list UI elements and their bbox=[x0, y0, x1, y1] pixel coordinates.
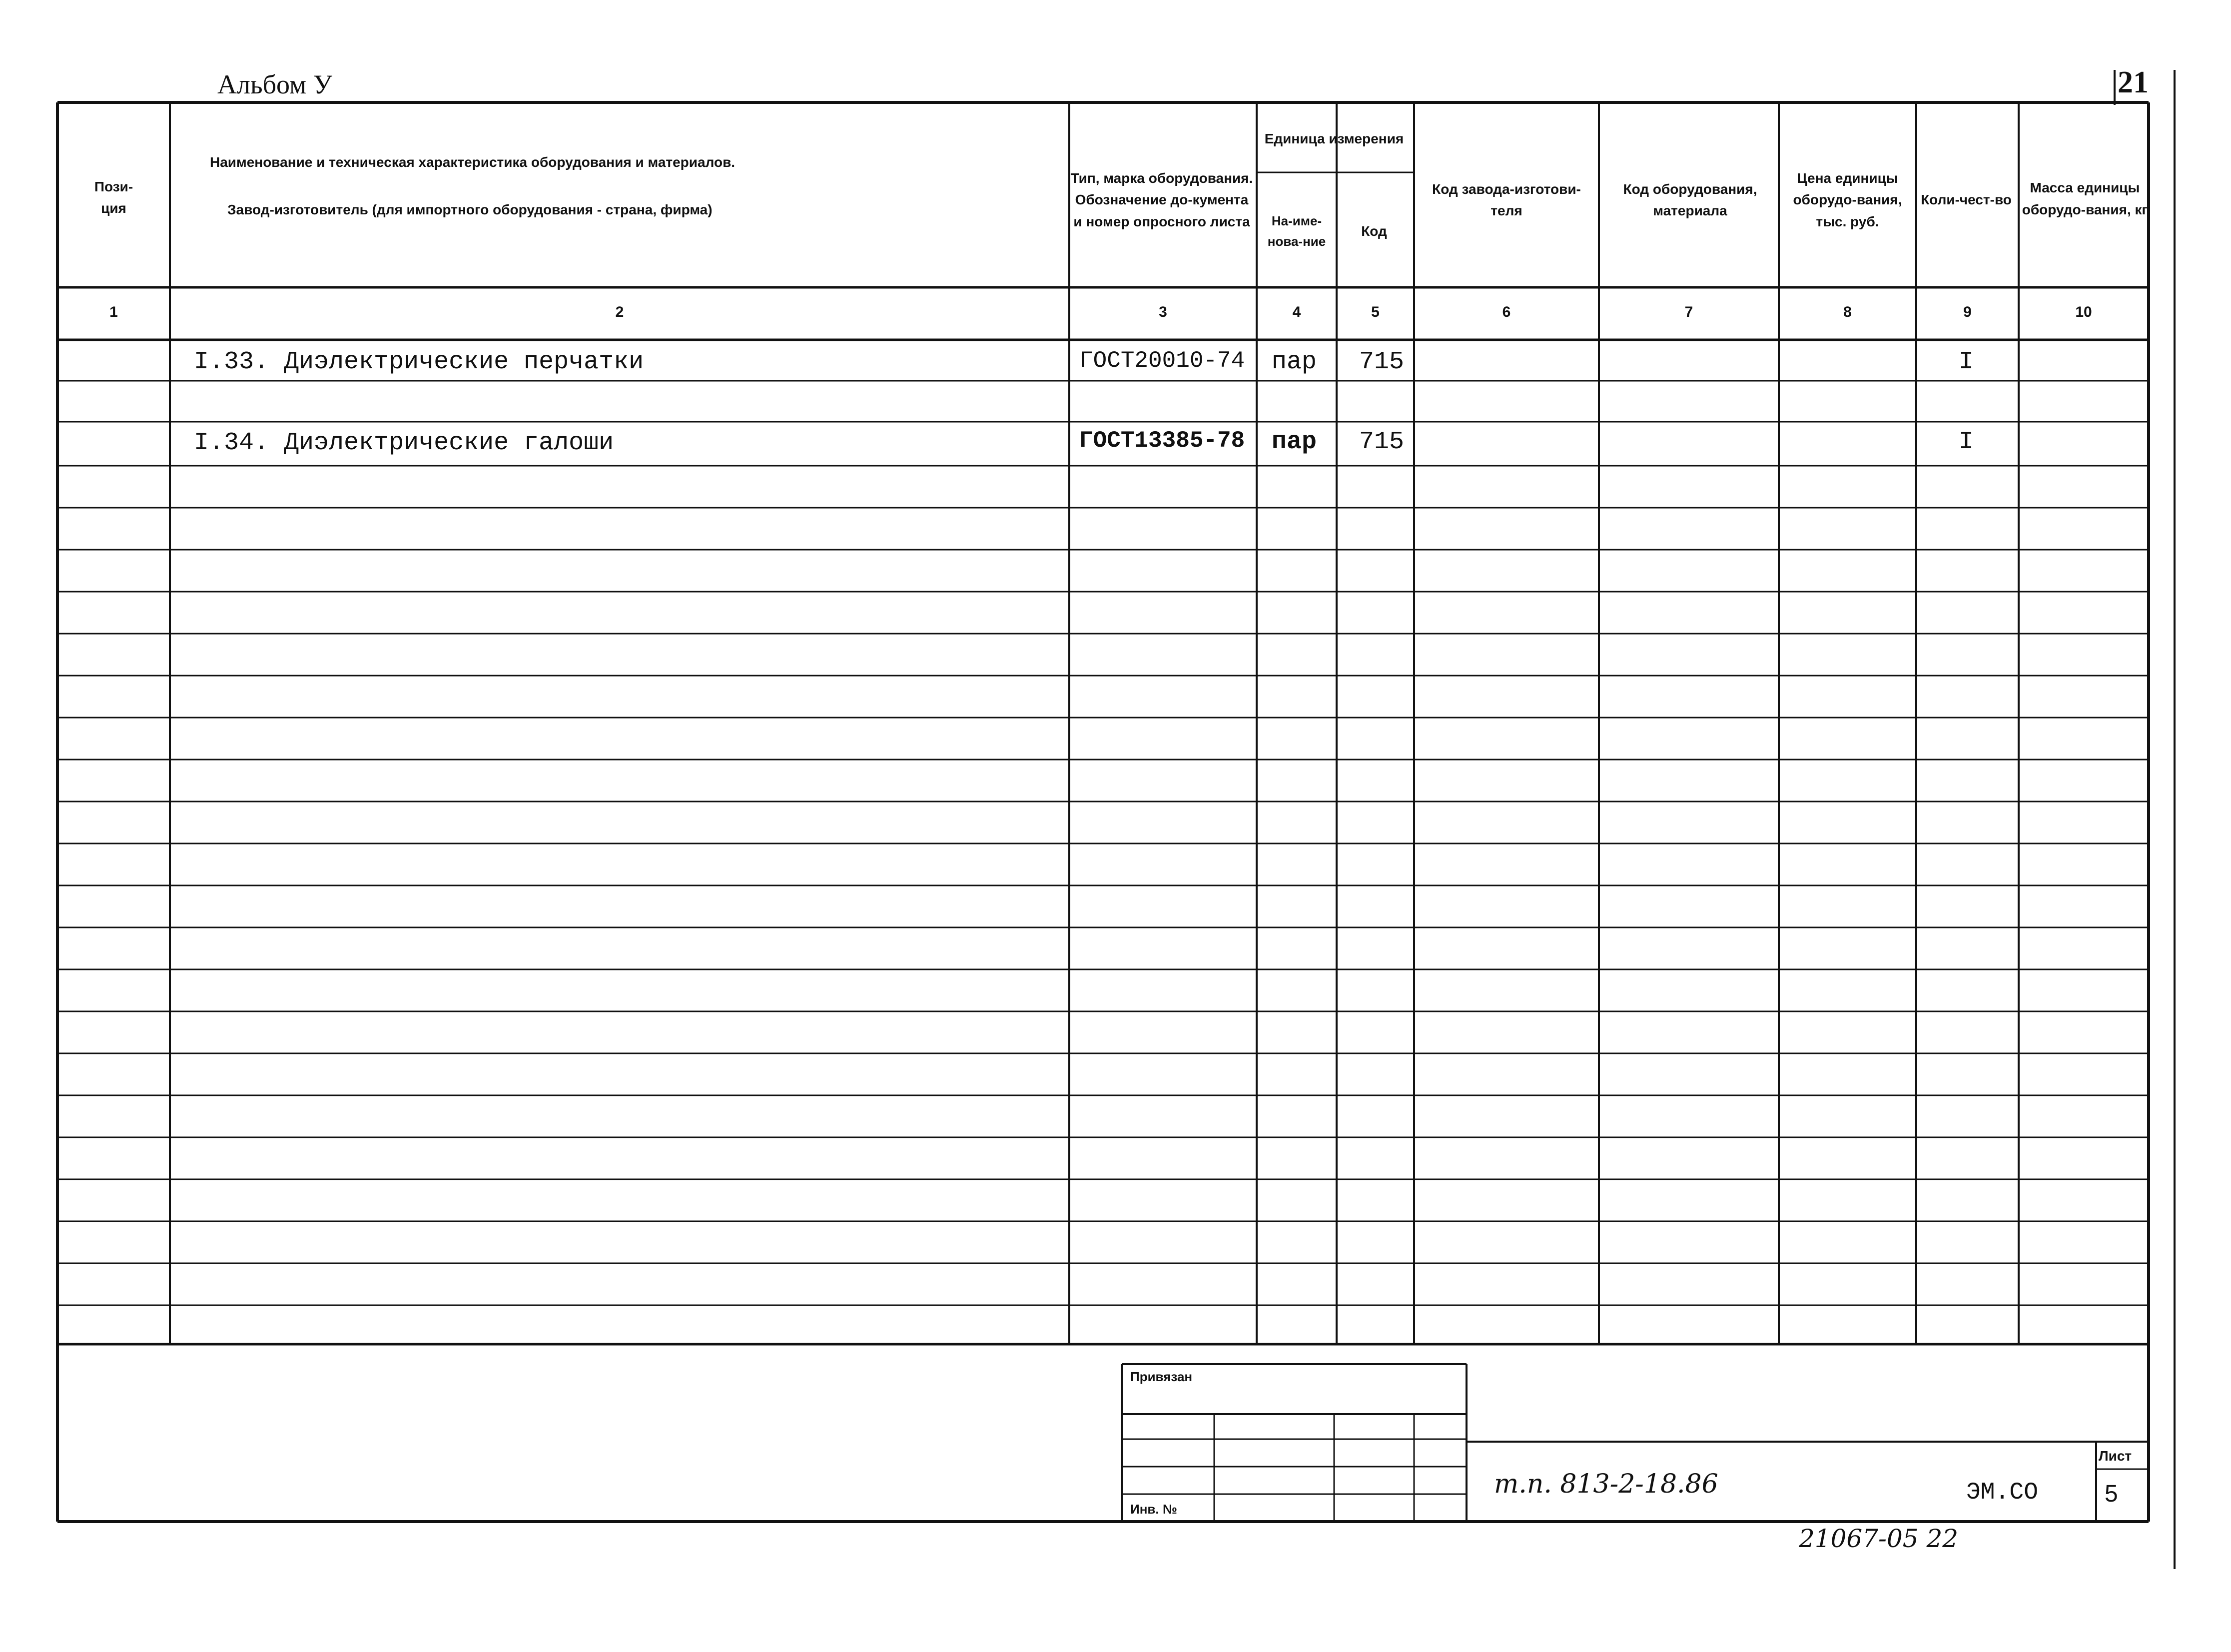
stamp-list-label: Лист bbox=[2099, 1448, 2132, 1464]
row2-unit: пар bbox=[1272, 428, 1317, 456]
stamp-privyazan: Привязан bbox=[1130, 1369, 1193, 1384]
column-number-4: 4 bbox=[1292, 304, 1301, 320]
stamp-inv: Инв. № bbox=[1130, 1502, 1177, 1517]
header-unit-code: Код bbox=[1361, 223, 1387, 239]
header-unit: Единица измерения bbox=[1264, 130, 1404, 146]
column-number-7: 7 bbox=[1684, 304, 1693, 320]
column-number-2: 2 bbox=[615, 304, 624, 320]
header-equip-code: Код оборудования, материала bbox=[1623, 181, 1757, 218]
row2-qty: I bbox=[1959, 428, 1974, 456]
stamp-section: ЭМ.СО bbox=[1966, 1479, 2039, 1506]
header-name-line1: Наименование и техническая характеристика оборудования и материалов. bbox=[210, 154, 736, 170]
sheet-number: 21 bbox=[2118, 65, 2149, 99]
header-type: Тип, марка оборудования. Обозначение до-кумента и номер опросного листа bbox=[1070, 170, 1253, 229]
album-title: Альбом У bbox=[217, 69, 332, 99]
header-price: Цена единицы оборудо-вания, тыс. руб. bbox=[1793, 170, 1902, 229]
row2-type: ГОСТ13385-78 bbox=[1079, 428, 1245, 454]
row1-type: ГОСТ20010-74 bbox=[1079, 348, 1245, 374]
column-number-9: 9 bbox=[1963, 304, 1972, 320]
column-number-3: 3 bbox=[1159, 304, 1167, 320]
header-mass: Масса единицы оборудо-вания, кг bbox=[2022, 180, 2148, 217]
row1-code: 715 bbox=[1359, 348, 1405, 376]
stamp-doc-code: т.п. 813-2-18.86 bbox=[1494, 1469, 1718, 1499]
header-unit-name: На-име-нова-ние bbox=[1267, 213, 1326, 249]
header-quantity: Коли-чест-во bbox=[1921, 192, 2012, 208]
column-number-5: 5 bbox=[1371, 304, 1380, 320]
column-number-1: 1 bbox=[109, 304, 118, 320]
header-position: Пози- ция bbox=[94, 178, 133, 216]
column-number-10: 10 bbox=[2075, 304, 2092, 320]
row1-qty: I bbox=[1959, 348, 1974, 376]
row2-code: 715 bbox=[1359, 428, 1405, 456]
header-name-line2: Завод-изготовитель (для импортного оборудования - страна, фирма) bbox=[227, 202, 713, 218]
stamp-list-value: 5 bbox=[2105, 1481, 2118, 1507]
column-number-8: 8 bbox=[1843, 304, 1852, 320]
column-number-6: 6 bbox=[1502, 304, 1511, 320]
row1-name: I.33. Диэлектрические перчатки bbox=[194, 348, 644, 376]
row2-name: I.34. Диэлектрические галоши bbox=[194, 429, 614, 457]
bottom-note: 21067-05 22 bbox=[1799, 1524, 1959, 1553]
header-maker-code: Код завода-изготови-теля bbox=[1432, 181, 1581, 218]
row1-unit: пар bbox=[1272, 348, 1317, 376]
